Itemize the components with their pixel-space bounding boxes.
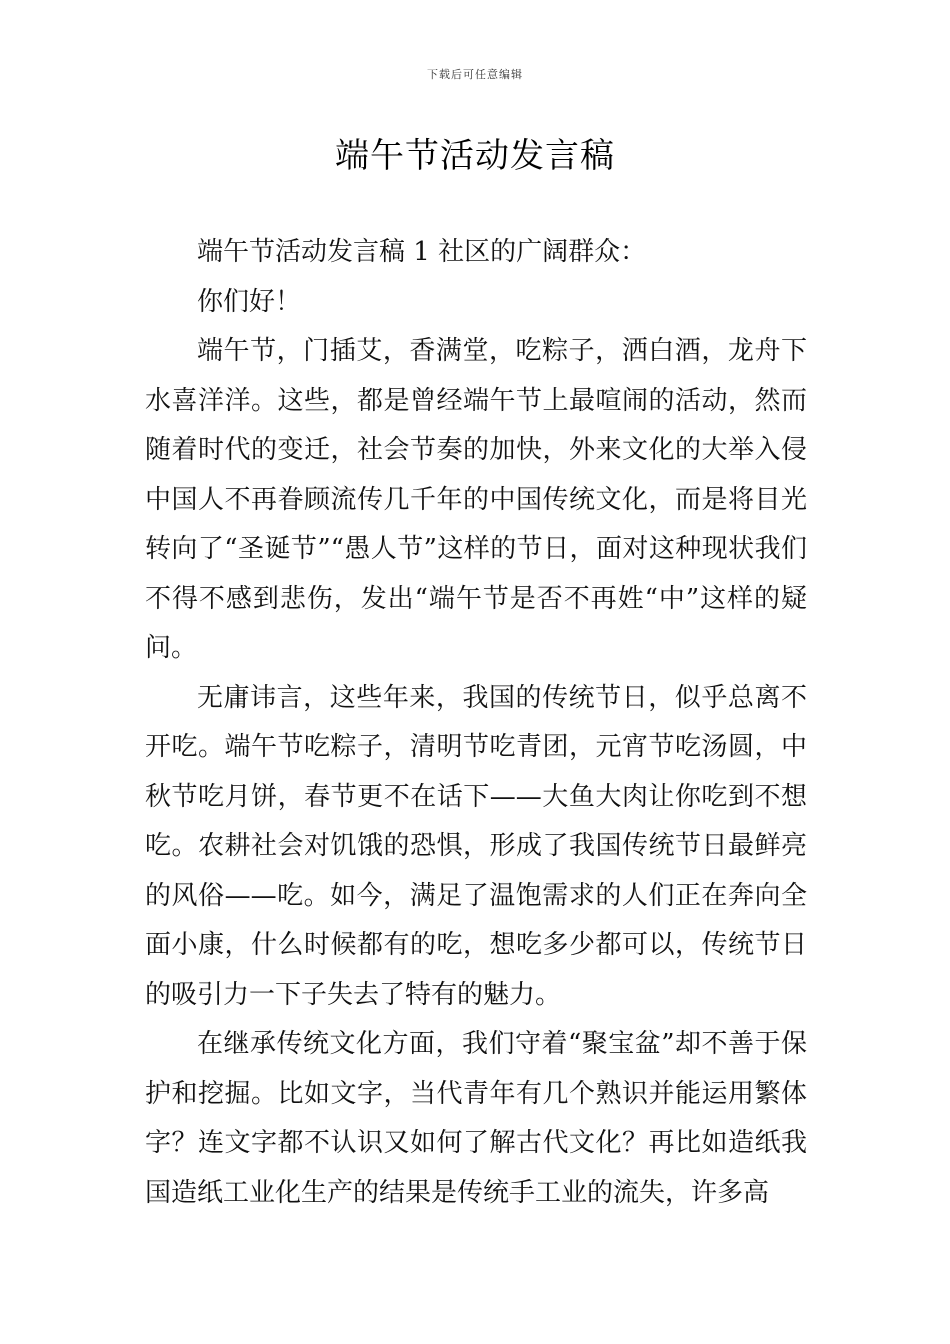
paragraph-greeting: 端午节活动发言稿 1 社区的广阔群众： [197,237,647,267]
paragraph-salutation: 你们好！ [197,286,302,317]
paragraph-intro: 端午节，门插艾，香满堂，吃粽子，洒白酒，龙舟下水喜洋洋。这些，都是曾经端午节上最喧闹的活动，然而随着时代的变迁，社会节奏的加快，外来文化的大举入侵中国人不再眷顾流传几千年的中国传统文化，而是将目光转向了“圣诞节”“愚人节”这样的节日，面对这种现状我们不得不感到悲伤，发出“端午节是否不再姓“中”这样的疑问。 [145,336,807,663]
document-title: 端午节活动发言稿 [335,136,615,176]
paragraph-heritage: 在继承传统文化方面，我们守着“聚宝盆”却不善于保护和挖掘。比如文字，当代青年有几个熟识并能运用繁体字？连文字都不认识又如何了解古代文化？再比如造纸我国造纸工业化生产的结果是传统手工业的流失，许多高 [145,1029,807,1208]
header-note: 下载后可任意编辑 [427,68,523,81]
paragraph-food-customs: 无庸讳言，这些年来，我国的传统节日，似乎总离不开吃。端午节吃粽子，清明节吃青团，元宵节吃汤圆，中秋节吃月饼，春节更不在话下——大鱼大肉让你吃到不想吃。农耕社会对饥饿的恐惧，形成了我国传统节日最鲜亮的风俗——吃。如今，满足了温饱需求的人们正在奔向全面小康，什么时候都有的吃，想吃多少都可以，传统节日的吸引力一下子失去了特有的魅力。 [145,682,807,1010]
document-body [145,228,807,1218]
